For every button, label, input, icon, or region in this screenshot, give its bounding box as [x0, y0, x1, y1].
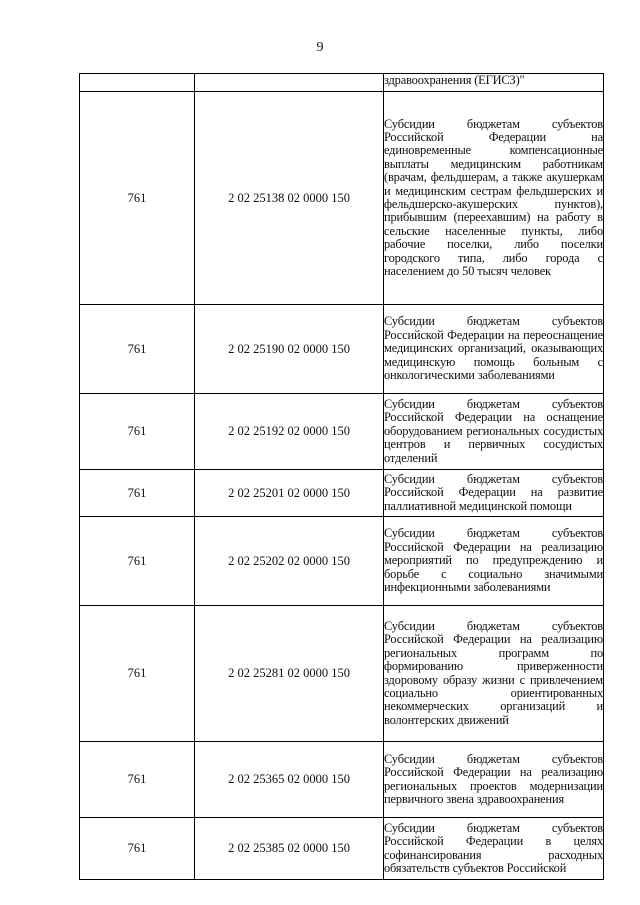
table-row [80, 305, 604, 394]
budget-classification-table [79, 73, 604, 880]
income-name-cell: Субсидии бюджетам субъектов Российской Федерации на единовременные компенсационные выплаты медицинским работникам (врачам, фельдшерам, а также акушеркам и медицинским сестрам фельдшерских и фельдшерско-акушерских пунктов), прибывшим (переехавшим) на работу в сельские населенные пункты, либо рабочие поселки, либо поселки городского типа, либо города с населением до 50 тысяч человек [384, 92, 604, 305]
page-number: 9 [316, 40, 324, 55]
table-row [80, 92, 604, 305]
admin-code-cell: 761 [80, 394, 195, 470]
table-row [80, 742, 604, 818]
income-name-cell: Субсидии бюджетам субъектов Российской Федерации на реализацию региональных проектов модернизации первичного звена здравоохранения [384, 742, 604, 818]
income-name-cell: Субсидии бюджетам субъектов Российской Федерации на реализацию региональных программ по формированию приверженности здоровому образу жизни с привлечением социально ориентированных некоммерческих организаций и волонтерских движений [384, 606, 604, 742]
budget-code-cell [195, 74, 384, 92]
admin-code-cell: 761 [80, 517, 195, 606]
admin-code-cell: 761 [80, 92, 195, 305]
admin-code-cell: 761 [80, 470, 195, 517]
admin-code-cell: 761 [80, 606, 195, 742]
income-name-cell: здравоохранения (ЕГИСЗ)" [384, 74, 604, 92]
income-name-cell: Субсидии бюджетам субъектов Российской Федерации на реализацию мероприятий по предупреждению и борьбе с социально значимыми инфекционными заболеваниями [384, 517, 604, 606]
budget-code-cell: 2 02 25201 02 0000 150 [195, 470, 384, 517]
income-name-cell: Субсидии бюджетам субъектов Российской Федерации на развитие паллиативной медицинской помощи [384, 470, 604, 517]
income-name-cell: Субсидии бюджетам субъектов Российской Федерации на переоснащение медицинских организаций, оказывающих медицинскую помощь больным с онкологическими заболеваниями [384, 305, 604, 394]
income-name-cell: Субсидии бюджетам субъектов Российской Федерации на оснащение оборудованием региональных сосудистых центров и первичных сосудистых отделений [384, 394, 604, 470]
table-row [80, 517, 604, 606]
table-row [80, 394, 604, 470]
budget-code-cell: 2 02 25385 02 0000 150 [195, 818, 384, 880]
table-row [80, 470, 604, 517]
admin-code-cell: 761 [80, 818, 195, 880]
budget-code-cell: 2 02 25365 02 0000 150 [195, 742, 384, 818]
income-name-cell: Субсидии бюджетам субъектов Российской Федерации в целях софинансирования расходных обязательств субъектов Российской [384, 818, 604, 880]
budget-code-cell: 2 02 25190 02 0000 150 [195, 305, 384, 394]
admin-code-cell [80, 74, 195, 92]
budget-code-cell: 2 02 25202 02 0000 150 [195, 517, 384, 606]
budget-code-cell: 2 02 25281 02 0000 150 [195, 606, 384, 742]
admin-code-cell: 761 [80, 305, 195, 394]
admin-code-cell: 761 [80, 742, 195, 818]
table-row [80, 818, 604, 880]
table-row [80, 606, 604, 742]
budget-code-cell: 2 02 25192 02 0000 150 [195, 394, 384, 470]
table-row-continuation [80, 74, 604, 92]
budget-code-cell: 2 02 25138 02 0000 150 [195, 92, 384, 305]
